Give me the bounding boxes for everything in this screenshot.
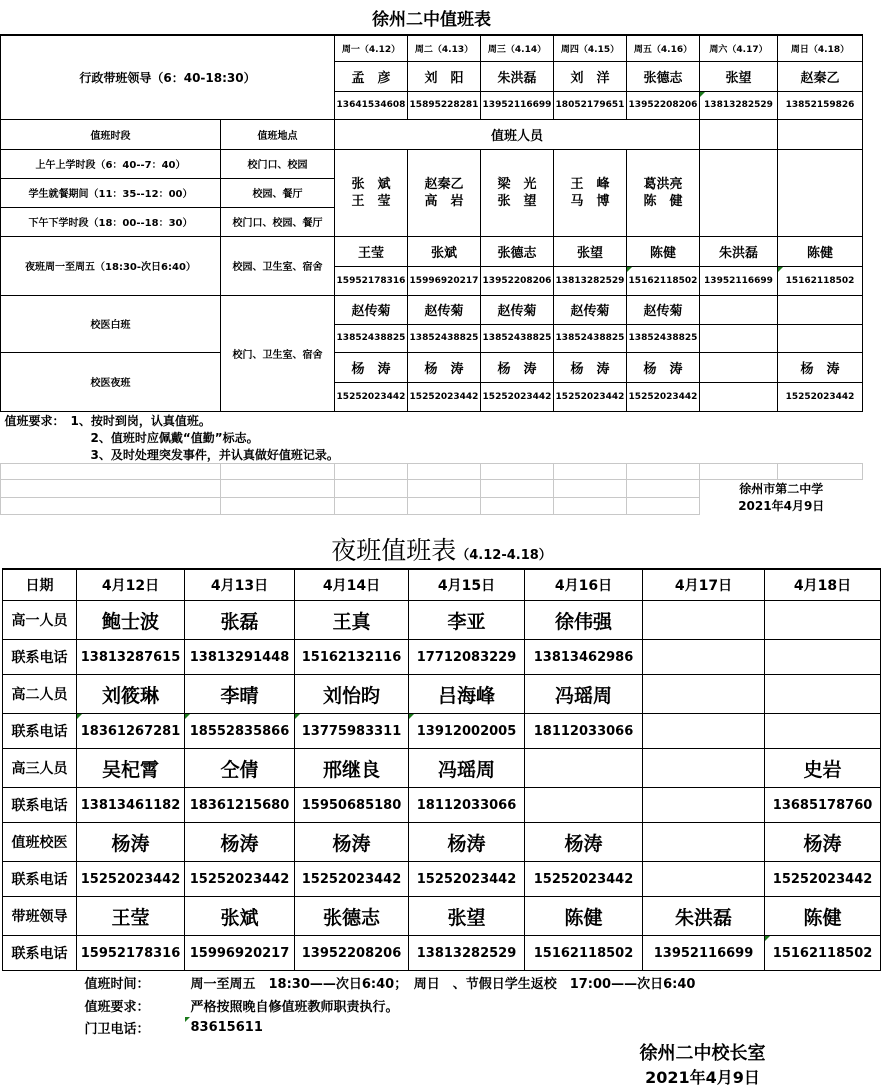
phone-cell: 13952116699 (643, 936, 765, 971)
staff-name: 杨涛 (409, 823, 525, 862)
requirement-line: 2、值班时应佩戴“值勤”标志。 (90, 431, 259, 445)
night-name: 陈健 (778, 236, 863, 266)
night-shift-place: 校园、卫生室、宿舍 (221, 236, 335, 295)
staff-name: 葛洪亮 (643, 176, 683, 192)
night-phone: 13952116699 (700, 266, 778, 295)
phone-cell: 13813462986 (525, 640, 643, 675)
doctor-night-phone (700, 382, 778, 411)
night-name: 张德志 (481, 236, 554, 266)
duty-req-label: 值班要求： (84, 1000, 150, 1015)
grid-cell (1, 497, 221, 514)
period-time: 下午下学时段（18：00--18：30） (1, 207, 221, 236)
empty-cell (700, 149, 778, 236)
staff-name (765, 675, 881, 714)
phone-cell: 15162118502 (765, 936, 881, 971)
sheet-title: 徐州二中值班表 (1, 0, 863, 35)
staff-name: 冯瑶周 (409, 749, 525, 788)
phone-cell (765, 640, 881, 675)
night-duty-table (2, 530, 881, 1088)
grid-cell (335, 497, 408, 514)
staff-name: 仝倩 (185, 749, 295, 788)
row-label: 联系电话 (3, 788, 77, 823)
doctor-day-name: 赵传菊 (627, 295, 700, 324)
phone-cell: 18112033066 (409, 788, 525, 823)
night-name: 张望 (554, 236, 627, 266)
staff-name: 张斌 (185, 897, 295, 936)
phone-cell: 15252023442 (765, 862, 881, 897)
doctor-night-phone: 15252023442 (627, 382, 700, 411)
staff-name: 徐伟强 (525, 601, 643, 640)
phone-cell (643, 862, 765, 897)
night-phone: 13952208206 (481, 266, 554, 295)
staff-name: 王真 (295, 601, 409, 640)
gate-phone-label: 门卫电话： (84, 1022, 150, 1037)
phone-cell: 17712083229 (409, 640, 525, 675)
grid-cell (408, 497, 481, 514)
phone-cell: 15252023442 (525, 862, 643, 897)
staff-name: 杨涛 (77, 823, 185, 862)
staff-name: 张德志 (295, 897, 409, 936)
doctor-day-phone: 13852438825 (554, 324, 627, 352)
night-sheet-title (3, 530, 881, 569)
doctor-night-phone: 15252023442 (335, 382, 408, 411)
phone-cell: 15996920217 (185, 936, 295, 971)
staff-name: 李亚 (409, 601, 525, 640)
doctor-day-phone: 13852438825 (627, 324, 700, 352)
leader-name: 朱洪磊 (481, 61, 554, 91)
date-header: 4月14日 (295, 569, 409, 601)
spacer-cell (3, 1017, 77, 1039)
phone-cell: 15252023442 (409, 862, 525, 897)
night-name: 朱洪磊 (700, 236, 778, 266)
gate-phone-value: 83615611 (185, 1017, 881, 1039)
row-label: 高一人员 (3, 601, 77, 640)
phone-cell (765, 714, 881, 749)
staff-name: 高 岩 (424, 193, 464, 209)
staff-name: 陈健 (525, 897, 643, 936)
phone-cell: 13813287615 (77, 640, 185, 675)
grid-cell (408, 480, 481, 498)
staff-name: 赵秦乙 (424, 176, 464, 192)
staff-pair (627, 149, 700, 236)
day-header: 周一（4.12） (335, 35, 408, 61)
doctor-night-name (700, 352, 778, 382)
phone-cell: 15252023442 (185, 862, 295, 897)
staff-name (643, 675, 765, 714)
staff-name: 邢继良 (295, 749, 409, 788)
empty-cell (700, 119, 778, 149)
phone-cell: 13685178760 (765, 788, 881, 823)
date-header: 4月16日 (525, 569, 643, 601)
phone-cell: 13952208206 (295, 936, 409, 971)
row-label: 联系电话 (3, 640, 77, 675)
staff-name: 朱洪磊 (643, 897, 765, 936)
grid-cell (1, 464, 221, 480)
phone-cell: 15162132116 (295, 640, 409, 675)
phone-cell: 13775983311 (295, 714, 409, 749)
doctor-day-label: 校医白班 (1, 295, 221, 352)
spacer-cell (3, 1065, 525, 1088)
phone-cell: 15252023442 (295, 862, 409, 897)
day-header: 周三（4.14） (481, 35, 554, 61)
staff-name: 杨涛 (295, 823, 409, 862)
staff-name (525, 749, 643, 788)
doctor-day-name: 赵传菊 (335, 295, 408, 324)
empty-cell (778, 324, 863, 352)
day-header: 周四（4.15） (554, 35, 627, 61)
night-phone: 15162118502 (627, 266, 700, 295)
requirement-line: 值班要求： 1、按时到岗，认真值班。 (4, 413, 211, 428)
duty-req-value: 严格按照晚自修值班教师职责执行。 (190, 1000, 399, 1015)
staff-name: 吕海峰 (409, 675, 525, 714)
grid-cell (778, 464, 863, 480)
grid-cell (627, 480, 700, 498)
night-phone: 13813282529 (554, 266, 627, 295)
staff-name: 杨涛 (525, 823, 643, 862)
signature-org: 徐州市第二中学 (739, 482, 824, 496)
staff-name (643, 601, 765, 640)
staff-name: 刘怡昀 (295, 675, 409, 714)
spacer-cell (3, 971, 77, 995)
staff-pair (335, 149, 408, 236)
staff-name: 梁 光 (497, 176, 537, 192)
grid-cell (627, 497, 700, 514)
day-header: 周日（4.18） (778, 35, 863, 61)
row-label: 联系电话 (3, 714, 77, 749)
night-phone: 15996920217 (408, 266, 481, 295)
night-name: 陈健 (627, 236, 700, 266)
staff-name (643, 749, 765, 788)
phone-cell: 18361215680 (185, 788, 295, 823)
phone-cell: 15952178316 (77, 936, 185, 971)
phone-cell: 18112033066 (525, 714, 643, 749)
leader-name: 张德志 (627, 61, 700, 91)
date-header: 4月15日 (409, 569, 525, 601)
staff-name: 李晴 (185, 675, 295, 714)
row-label: 高三人员 (3, 749, 77, 788)
row-label: 值班校医 (3, 823, 77, 862)
doctor-night-name: 杨 涛 (408, 352, 481, 382)
leader-phone: 13852159826 (778, 91, 863, 119)
doctor-night-name: 杨 涛 (627, 352, 700, 382)
doctor-day-phone: 13852438825 (481, 324, 554, 352)
day-header: 周五（4.16） (627, 35, 700, 61)
phone-cell (525, 788, 643, 823)
duty-schedule-table (0, 0, 863, 515)
night-title-range: （4.12-4.18） (456, 548, 552, 563)
grid-cell (481, 480, 554, 498)
leader-name: 刘 阳 (408, 61, 481, 91)
night-shift-label: 夜班周一至周五（18:30-次日6:40） (1, 236, 221, 295)
night-name: 王莹 (335, 236, 408, 266)
grid-cell (554, 497, 627, 514)
staff-name: 刘筱琳 (77, 675, 185, 714)
doctor-night-phone: 15252023442 (481, 382, 554, 411)
staff-name: 王 峰 (570, 176, 610, 192)
period-place: 校园、餐厅 (221, 178, 335, 207)
leader-name: 刘 洋 (554, 61, 627, 91)
date-header: 4月18日 (765, 569, 881, 601)
staff-name: 张 斌 (351, 176, 391, 192)
grid-cell (481, 497, 554, 514)
leader-label: 行政带班领导（6：40-18:30） (1, 35, 335, 119)
staff-name: 杨涛 (185, 823, 295, 862)
staff-pair (554, 149, 627, 236)
doctor-night-name: 杨 涛 (778, 352, 863, 382)
leader-phone: 13641534608 (335, 91, 408, 119)
doctor-night-name: 杨 涛 (335, 352, 408, 382)
phone-cell (643, 788, 765, 823)
staff-name: 张望 (409, 897, 525, 936)
leader-name: 赵秦乙 (778, 61, 863, 91)
doctor-night-phone: 15252023442 (554, 382, 627, 411)
grid-cell (554, 464, 627, 480)
spacer-cell (3, 1039, 525, 1065)
doctor-place: 校门、卫生室、宿舍 (221, 295, 335, 411)
doctor-night-phone: 15252023442 (408, 382, 481, 411)
date-header-label: 日期 (3, 569, 77, 601)
staff-name: 陈健 (765, 897, 881, 936)
staff-name: 鲍士波 (77, 601, 185, 640)
staff-name: 史岩 (765, 749, 881, 788)
grid-cell (408, 464, 481, 480)
day-header: 周六（4.17） (700, 35, 778, 61)
spacer-cell (3, 995, 77, 1017)
row-label: 高二人员 (3, 675, 77, 714)
grid-cell (221, 480, 335, 498)
staff-name (643, 823, 765, 862)
row-label: 联系电话 (3, 862, 77, 897)
staff-pair (481, 149, 554, 236)
phone-cell: 18552835866 (185, 714, 295, 749)
night-phone: 15952178316 (335, 266, 408, 295)
empty-cell (778, 295, 863, 324)
night-duty-sheet (2, 530, 880, 1088)
period-place: 校门口、校园 (221, 149, 335, 178)
grid-cell (1, 480, 221, 498)
grid-cell (221, 464, 335, 480)
staff-name: 杨涛 (765, 823, 881, 862)
staff-name: 王莹 (77, 897, 185, 936)
leader-phone: 15895228281 (408, 91, 481, 119)
phone-cell: 13813291448 (185, 640, 295, 675)
doctor-day-name: 赵传菊 (554, 295, 627, 324)
doctor-day-name: 赵传菊 (481, 295, 554, 324)
empty-cell (700, 295, 778, 324)
phone-cell: 18361267281 (77, 714, 185, 749)
empty-cell (778, 119, 863, 149)
staff-name: 王 莹 (351, 193, 391, 209)
phone-cell: 15162118502 (525, 936, 643, 971)
staff-name: 马 博 (570, 193, 610, 209)
staff-name: 张 望 (497, 193, 537, 209)
staff-name: 张磊 (185, 601, 295, 640)
col-time-header: 值班时段 (1, 119, 221, 149)
requirement-line: 3、及时处理突发事件，并认真做好值班记录。 (90, 448, 339, 462)
period-place: 校门口、校园、餐厅 (221, 207, 335, 236)
row-label: 联系电话 (3, 936, 77, 971)
doctor-day-phone: 13852438825 (335, 324, 408, 352)
duty-schedule-sheet (0, 0, 862, 515)
grid-cell (627, 464, 700, 480)
phone-cell: 13912002005 (409, 714, 525, 749)
date-header: 4月12日 (77, 569, 185, 601)
leader-phone: 13952116699 (481, 91, 554, 119)
staff-name: 吴杞霄 (77, 749, 185, 788)
row-label: 带班领导 (3, 897, 77, 936)
grid-cell (700, 464, 778, 480)
date-header: 4月17日 (643, 569, 765, 601)
doctor-night-name: 杨 涛 (481, 352, 554, 382)
signature-org: 徐州二中校长室 (639, 1042, 766, 1064)
empty-cell (778, 149, 863, 236)
night-title-text: 夜班值班表 (331, 536, 457, 565)
phone-cell (643, 714, 765, 749)
doctor-night-label: 校医夜班 (1, 352, 221, 411)
doctor-night-name: 杨 涛 (554, 352, 627, 382)
grid-cell (554, 480, 627, 498)
doctor-night-phone: 15252023442 (778, 382, 863, 411)
doctor-day-name: 赵传菊 (408, 295, 481, 324)
col-place-header: 值班地点 (221, 119, 335, 149)
period-time: 学生就餐期间（11：35--12：00） (1, 178, 221, 207)
date-header: 4月13日 (185, 569, 295, 601)
phone-cell: 13813461182 (77, 788, 185, 823)
col-staff-header: 值班人员 (335, 119, 700, 149)
leader-phone: 13952208206 (627, 91, 700, 119)
leader-phone: 18052179651 (554, 91, 627, 119)
phone-cell (643, 640, 765, 675)
grid-cell (481, 464, 554, 480)
signature-date: 2021年4月9日 (645, 1067, 760, 1087)
leader-phone: 13813282529 (700, 91, 778, 119)
phone-cell: 15252023442 (77, 862, 185, 897)
empty-cell (700, 324, 778, 352)
night-name: 张斌 (408, 236, 481, 266)
grid-cell (221, 497, 335, 514)
signature-date: 2021年4月9日 (738, 499, 825, 513)
staff-name: 陈 健 (643, 193, 683, 209)
leader-name: 孟 彦 (335, 61, 408, 91)
duty-time-value: 周一至周五 18:30——次日6:40； 周日 、节假日学生返校 17:00——次日6:40 (190, 977, 696, 993)
staff-pair (408, 149, 481, 236)
period-time: 上午上学时段（6：40--7：40） (1, 149, 221, 178)
staff-name (765, 601, 881, 640)
staff-name: 冯瑶周 (525, 675, 643, 714)
day-header: 周二（4.13） (408, 35, 481, 61)
phone-cell: 13813282529 (409, 936, 525, 971)
grid-cell (335, 464, 408, 480)
leader-name: 张望 (700, 61, 778, 91)
doctor-day-phone: 13852438825 (408, 324, 481, 352)
duty-time-label: 值班时间： (84, 977, 150, 993)
night-phone: 15162118502 (778, 266, 863, 295)
grid-cell (335, 480, 408, 498)
phone-cell: 15950685180 (295, 788, 409, 823)
